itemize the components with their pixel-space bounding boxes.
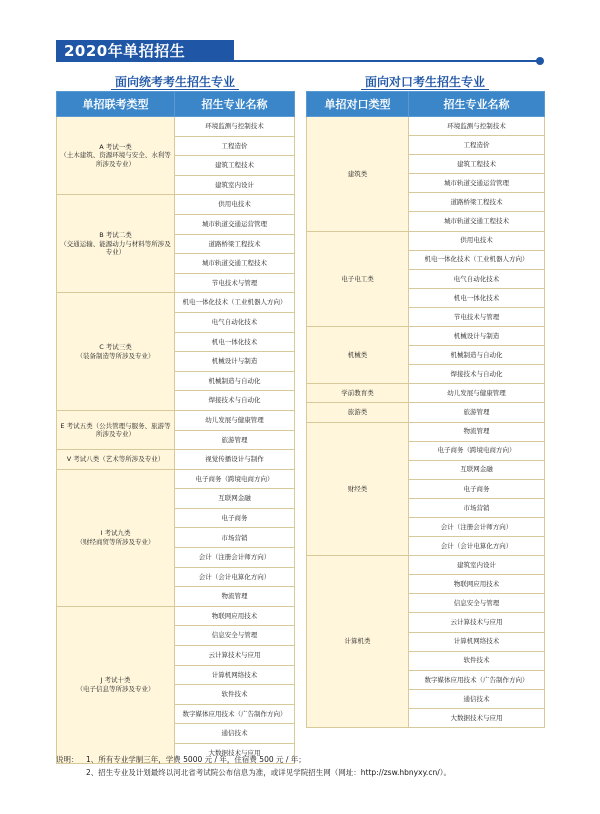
exam-category: 电子电工类 — [307, 231, 409, 326]
major-name: 会计（会计电算化方向） — [175, 567, 295, 587]
major-name: 云计算技术与应用 — [409, 613, 545, 632]
major-name: 供用电技术 — [409, 231, 545, 250]
major-name: 计算机网络技术 — [175, 665, 295, 685]
major-name: 建筑室内设计 — [409, 556, 545, 575]
exam-category: J 考试十类 （电子信息等所涉及专业） — [57, 606, 175, 763]
table-row — [57, 117, 295, 137]
major-name: 视觉传播设计与制作 — [175, 450, 295, 470]
major-name: 会计（注册会计师方向） — [409, 517, 545, 536]
major-name: 物联网应用技术 — [409, 575, 545, 594]
major-name: 机械设计与制造 — [409, 327, 545, 346]
major-name: 城市轨道交通工程技术 — [175, 254, 295, 274]
major-name: 会计（注册会计师方向） — [175, 548, 295, 568]
major-name: 机械设计与制造 — [175, 352, 295, 372]
major-name: 市场营销 — [175, 528, 295, 548]
left-majors-table — [56, 91, 295, 764]
table-row — [307, 231, 545, 250]
major-name: 数字媒体应用技术（广告制作方向） — [175, 704, 295, 724]
major-name: 物流管理 — [175, 587, 295, 607]
exam-category: 建筑类 — [307, 117, 409, 232]
title-rule-dot — [536, 57, 544, 65]
table-row — [307, 117, 545, 136]
major-name: 电子商务（跨境电商方向） — [409, 441, 545, 460]
major-name: 机械制造与自动化 — [409, 346, 545, 365]
major-name: 机械制造与自动化 — [175, 371, 295, 391]
table-row — [57, 606, 295, 626]
exam-category: V 考试八类（艺术等所涉及专业） — [57, 450, 175, 470]
major-name: 城市轨道交通运营管理 — [409, 174, 545, 193]
major-name: 软件技术 — [409, 651, 545, 670]
major-name: 旅游管理 — [175, 430, 295, 450]
major-name: 大数据技术与应用 — [175, 744, 295, 764]
major-name: 供用电技术 — [175, 195, 295, 215]
left-col-header-type: 单招联考类型 — [57, 92, 175, 117]
major-name: 建筑室内设计 — [175, 175, 295, 195]
major-name: 工程造价 — [409, 136, 545, 155]
major-name: 旅游管理 — [409, 403, 545, 422]
table-row — [57, 195, 295, 215]
major-name: 机电一体化技术 — [409, 288, 545, 307]
left-section-title: 面向统考考生招生专业 — [56, 74, 294, 90]
title-rule — [226, 60, 540, 62]
table-row — [57, 293, 295, 313]
major-name: 数字媒体应用技术（广告制作方向） — [409, 670, 545, 689]
major-name: 城市轨道交通运营管理 — [175, 214, 295, 234]
exam-category: 旅游类 — [307, 403, 409, 422]
major-name: 电气自动化技术 — [175, 312, 295, 332]
major-name: 云计算技术与应用 — [175, 646, 295, 666]
exam-category: I 考试九类 （财经商贸等所涉及专业） — [57, 469, 175, 606]
exam-category: 计算机类 — [307, 556, 409, 728]
major-name: 电气自动化技术 — [409, 269, 545, 288]
page-title: 2020年单招招生 — [56, 40, 234, 62]
major-name: 计算机网络技术 — [409, 632, 545, 651]
right-col-header-type: 单招对口类型 — [307, 92, 409, 117]
major-name: 市场营销 — [409, 498, 545, 517]
note-1: 1、所有专业学制三年，学费 5000 元 / 年，住宿费 500 元 / 年； — [86, 755, 306, 764]
table-row — [57, 469, 295, 489]
major-name: 机电一体化技术（工业机器人方向） — [409, 250, 545, 269]
major-name: 幼儿发展与健康管理 — [175, 410, 295, 430]
major-name: 机电一体化技术（工业机器人方向） — [175, 293, 295, 313]
major-name: 互联网金融 — [175, 489, 295, 509]
major-name: 城市轨道交通工程技术 — [409, 212, 545, 231]
major-name: 幼儿发展与健康管理 — [409, 384, 545, 403]
left-col-header-major: 招生专业名称 — [175, 92, 295, 117]
major-name: 建筑工程技术 — [409, 155, 545, 174]
exam-category: A 考试一类 （土木建筑、资源环境与安全、水利等所涉及专业） — [57, 117, 175, 195]
major-name: 环境监测与控制技术 — [175, 117, 295, 137]
table-row — [57, 410, 295, 430]
right-col-header-major: 招生专业名称 — [409, 92, 545, 117]
right-majors-table — [306, 91, 545, 728]
major-name: 焊接技术与自动化 — [409, 365, 545, 384]
major-name: 会计（会计电算化方向） — [409, 537, 545, 556]
major-name: 软件技术 — [175, 685, 295, 705]
major-name: 互联网金融 — [409, 460, 545, 479]
table-row — [307, 556, 545, 575]
exam-category: B 考试二类 （交通运输、能源动力与材料等所涉及专业） — [57, 195, 175, 293]
note-2: 2、招生专业及计划最终以河北省考试院公布信息为准，或详见学院招生网（网址：http://zsw.hbnyxy.cn/）。 — [86, 768, 451, 777]
major-name: 道路桥梁工程技术 — [175, 234, 295, 254]
major-name: 通信技术 — [409, 689, 545, 708]
major-name: 节电技术与管理 — [175, 273, 295, 293]
right-section-title: 面向对口考生招生专业 — [306, 74, 544, 90]
major-name: 通信技术 — [175, 724, 295, 744]
major-name: 物流管理 — [409, 422, 545, 441]
table-row — [307, 403, 545, 422]
major-name: 焊接技术与自动化 — [175, 391, 295, 411]
major-name: 机电一体化技术 — [175, 332, 295, 352]
exam-category: 学前教育类 — [307, 384, 409, 403]
major-name: 建筑工程技术 — [175, 156, 295, 176]
major-name: 道路桥梁工程技术 — [409, 193, 545, 212]
table-row — [307, 384, 545, 403]
major-name: 信息安全与管理 — [175, 626, 295, 646]
table-row — [307, 327, 545, 346]
major-name: 电子商务 — [409, 479, 545, 498]
notes-label: 说明： — [56, 755, 79, 764]
table-row — [57, 450, 295, 470]
major-name: 大数据技术与应用 — [409, 708, 545, 727]
major-name: 电子商务 — [175, 508, 295, 528]
major-name: 节电技术与管理 — [409, 307, 545, 326]
major-name: 物联网应用技术 — [175, 606, 295, 626]
major-name: 电子商务（跨境电商方向） — [175, 469, 295, 489]
table-row — [307, 422, 545, 441]
major-name: 工程造价 — [175, 136, 295, 156]
exam-category: E 考试五类（公共管理与服务、旅游等所涉及专业） — [57, 410, 175, 449]
major-name: 环境监测与控制技术 — [409, 117, 545, 136]
exam-category: 机械类 — [307, 327, 409, 384]
exam-category: 财经类 — [307, 422, 409, 556]
major-name: 信息安全与管理 — [409, 594, 545, 613]
exam-category: C 考试三类 （装备制造等所涉及专业） — [57, 293, 175, 411]
